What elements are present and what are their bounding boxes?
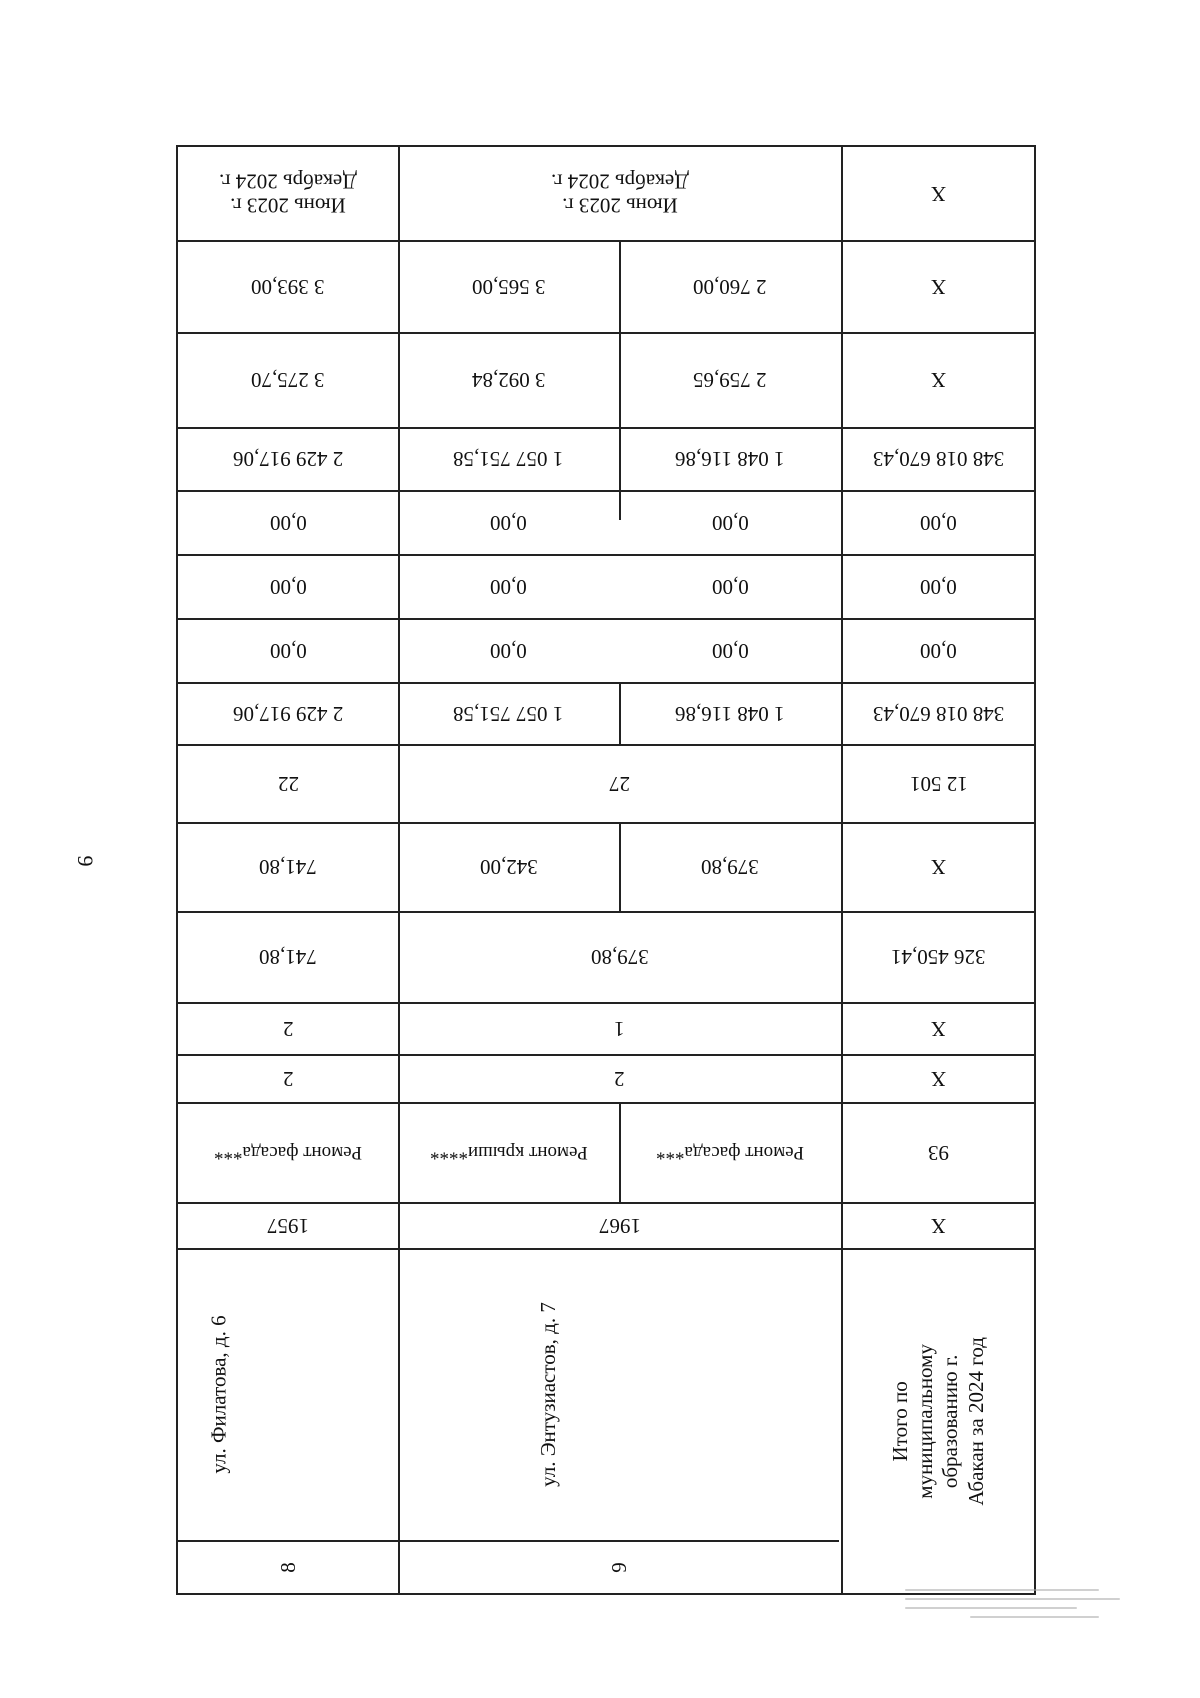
row8-fund-3: 0,00 [269,510,307,535]
row9-residents: 27 [609,771,630,796]
row9-roof-unit-limit: 3 565,00 [471,274,546,299]
row9-facade-cost-total: 1 048 116,86 [675,701,785,726]
total-area: 326 450,41 [891,945,986,969]
row8-fund-1: 0,00 [269,638,307,663]
row8-cost-capital: 2 429 917,06 [232,447,344,471]
row9-number: 9 [607,1562,631,1573]
total-unit-cost: X [930,368,947,392]
row9-facade-unit-limit: 2 760,00 [693,274,767,299]
row8-unit-limit: 3 393,00 [251,274,325,299]
row8-count-a: 2 [282,1066,294,1091]
row9-roof-unit-cost: 3 092,84 [471,368,546,392]
page-number: 9 [73,855,98,867]
total-cost-capital: 348 018 670,43 [872,447,1005,471]
total-cost-total: 348 018 670,43 [872,701,1005,726]
row9-facade-work-type: Ремонт фасада*** [656,1142,804,1163]
total-residents: 12 501 [909,771,968,796]
row9-facade-fund-3: 0,00 [711,510,749,535]
row9-count-b: 1 [614,1016,625,1041]
row9-count-a: 2 [614,1066,625,1091]
row9-year: 1967 [598,1213,641,1238]
total-fund-2: 0,00 [920,574,957,599]
row9-roof-cost-capital: 1 057 751,58 [453,447,564,471]
row8-work-type: Ремонт фасада*** [214,1142,362,1163]
row8-year: 1957 [267,1213,309,1238]
row9-facade-fund-1: 0,00 [711,638,749,663]
row9-roof-area-work: 342,00 [479,855,538,879]
row9-facade-unit-cost: 2 759,65 [693,368,767,392]
total-count-a: X [930,1066,947,1091]
row8-number: 8 [275,1562,300,1573]
scan-artifact [905,1582,1120,1646]
row8-area-work: 741,80 [259,855,317,879]
row8-count-b: 2 [282,1016,294,1041]
row9-facade-fund-2: 0,00 [711,574,749,599]
row8-area: 741,80 [259,945,317,969]
row9-facade-area-work: 379,80 [701,855,759,879]
row9-address: ул. Энтузиастов, д. 7 [536,1301,561,1487]
row9-roof-work-type: Ремонт крыши**** [429,1142,588,1163]
row9-roof-cost-total: 1 057 751,58 [453,701,564,726]
row9-facade-cost-capital: 1 048 116,86 [675,447,785,471]
row8-residents: 22 [277,771,299,796]
total-works-count: 93 [928,1140,949,1165]
total-label: Итого по муниципальному образованию г. Абакан за 2024 год [888,1337,988,1506]
row9-roof-fund-1: 0,00 [490,638,527,663]
total-unit-limit: X [930,274,947,299]
row9-area: 379,80 [590,945,649,969]
row8-fund-2: 0,00 [269,574,307,599]
total-fund-3: 0,00 [920,510,957,535]
total-period: X [930,182,947,206]
row9-period: Июнь 2023 г. Декабрь 2024 г. [550,169,689,218]
total-count-b: X [930,1016,947,1041]
total-area-work: X [930,855,947,879]
total-fund-1: 0,00 [920,638,957,663]
row9-roof-fund-3: 0,00 [490,510,527,535]
row8-period: Июнь 2023 г. Декабрь 2024 г. [219,169,357,218]
works-table [176,145,1036,1595]
row8-cost-total: 2 429 917,06 [232,701,344,726]
row9-roof-fund-2: 0,00 [490,574,527,599]
row8-address: ул. Филатова, д. 6 [206,1314,231,1474]
row8-unit-cost: 3 275,70 [251,368,325,392]
total-year: X [930,1213,947,1238]
